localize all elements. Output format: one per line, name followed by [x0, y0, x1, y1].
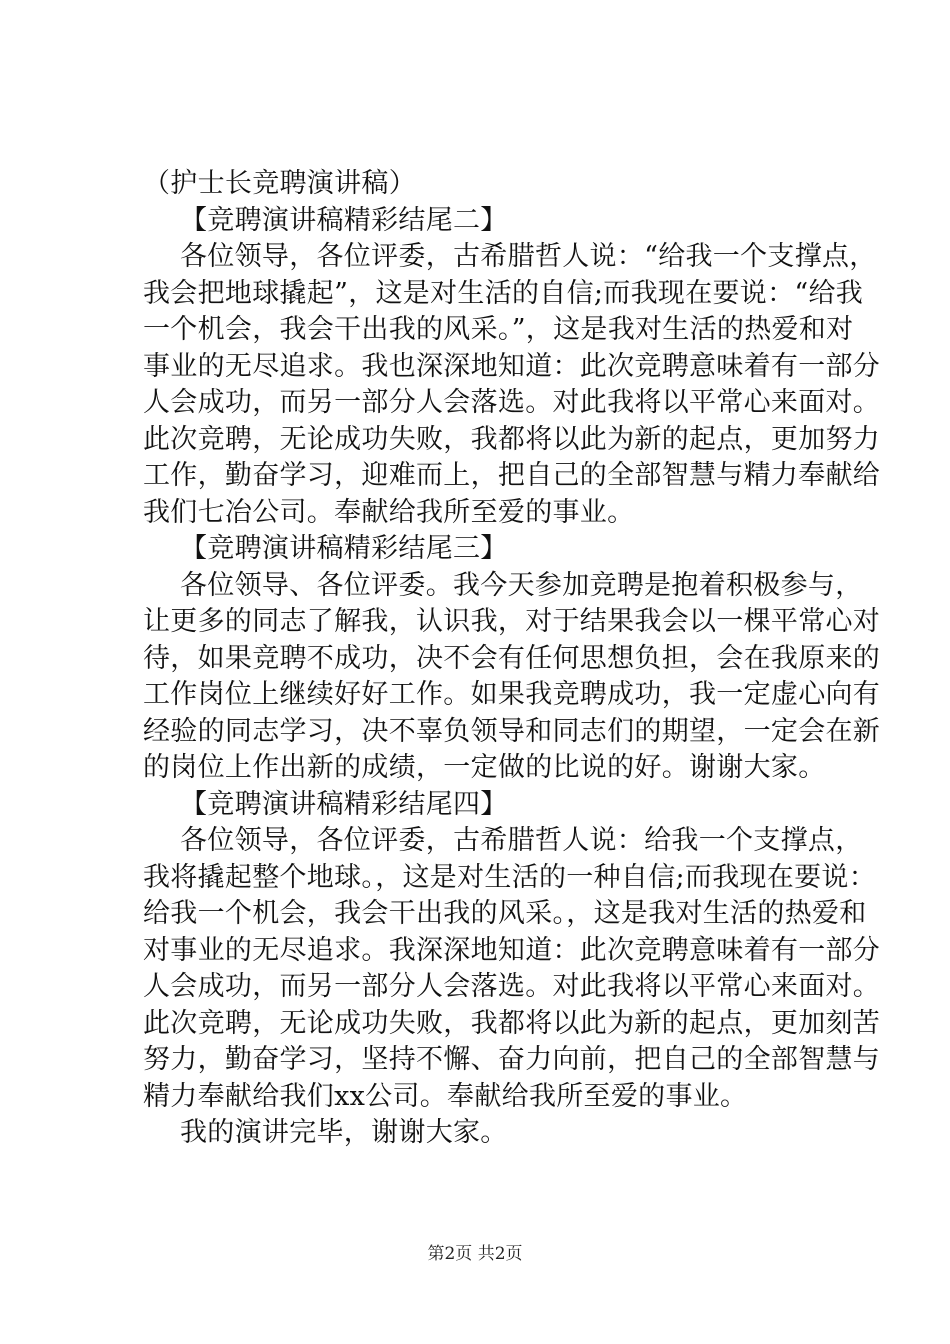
- text-line: 人会成功，而另一部分人会落选。对此我将以平常心来面对。: [143, 971, 881, 1002]
- text-line: 的岗位上作出新的成绩，一定做的比说的好。谢谢大家。: [143, 752, 826, 783]
- text-line: 事业的无尽追求。我也深深地知道：此次竞聘意味着有一部分: [143, 350, 881, 382]
- section-heading: 【竞聘演讲稿精彩结尾三】: [180, 533, 508, 564]
- text-line: 各位领导、各位评委。我今天参加竞聘是抱着积极参与，: [180, 569, 863, 601]
- text-line: 此次竞聘，无论成功失败，我都将以此为新的起点，更加刻苦: [143, 1007, 881, 1039]
- text-line: 给我一个机会，我会干出我的风采。，这是我对生活的热爱和: [143, 898, 867, 929]
- text-line: 待，如果竞聘不成功，决不会有任何思想负担，会在我原来的: [143, 642, 881, 674]
- text-line: 各位领导，各位评委，古希腊哲人说：给我一个支撑点，: [180, 825, 863, 856]
- text-line: 各位领导，各位评委，古希腊哲人说：“给我一个支撑点，: [180, 241, 877, 272]
- text-line: 工作，勤奋学习，迎难而上，把自己的全部智慧与精力奉献给: [143, 460, 881, 491]
- text-line: 此次竞聘，无论成功失败，我都将以此为新的起点，更加努力: [143, 423, 881, 455]
- text-line: 我的演讲完毕，谢谢大家。: [180, 1117, 508, 1148]
- text-line: 我将撬起整个地球。，这是对生活的一种自信;而我现在要说：: [143, 861, 876, 893]
- text-line: 努力，勤奋学习，坚持不懈、奋力向前，把自己的全部智慧与: [143, 1044, 881, 1075]
- section-heading: 【竞聘演讲稿精彩结尾四】: [180, 788, 508, 820]
- page-number: 第2页 共2页: [427, 1244, 523, 1264]
- text-line: 人会成功，而另一部分人会落选。对此我将以平常心来面对。: [143, 387, 881, 418]
- text-line: 一个机会，我会干出我的风采。”，这是我对生活的热爱和对: [143, 314, 854, 345]
- text-line: 让更多的同志了解我，认识我，对于结果我会以一棵平常心对: [143, 606, 881, 637]
- text-line: 工作岗位上继续好好工作。如果我竞聘成功，我一定虚心向有: [143, 679, 881, 710]
- text-line: 经验的同志学习，决不辜负领导和同志们的期望，一定会在新: [143, 715, 881, 747]
- section-heading: 【竞聘演讲稿精彩结尾二】: [180, 204, 508, 236]
- text-line: 我会把地球撬起”，这是对生活的自信;而我现在要说：“给我: [143, 277, 864, 309]
- text-line: （护士长竞聘演讲稿）: [143, 168, 416, 199]
- text-line: 精力奉献给我们xx公司。奉献给我所至爱的事业。: [143, 1080, 748, 1112]
- text-line: 对事业的无尽追求。我深深地知道：此次竞聘意味着有一部分: [143, 934, 881, 966]
- text-line: 我们七冶公司。奉献给我所至爱的事业。: [143, 496, 635, 528]
- document-body: [143, 166, 881, 1152]
